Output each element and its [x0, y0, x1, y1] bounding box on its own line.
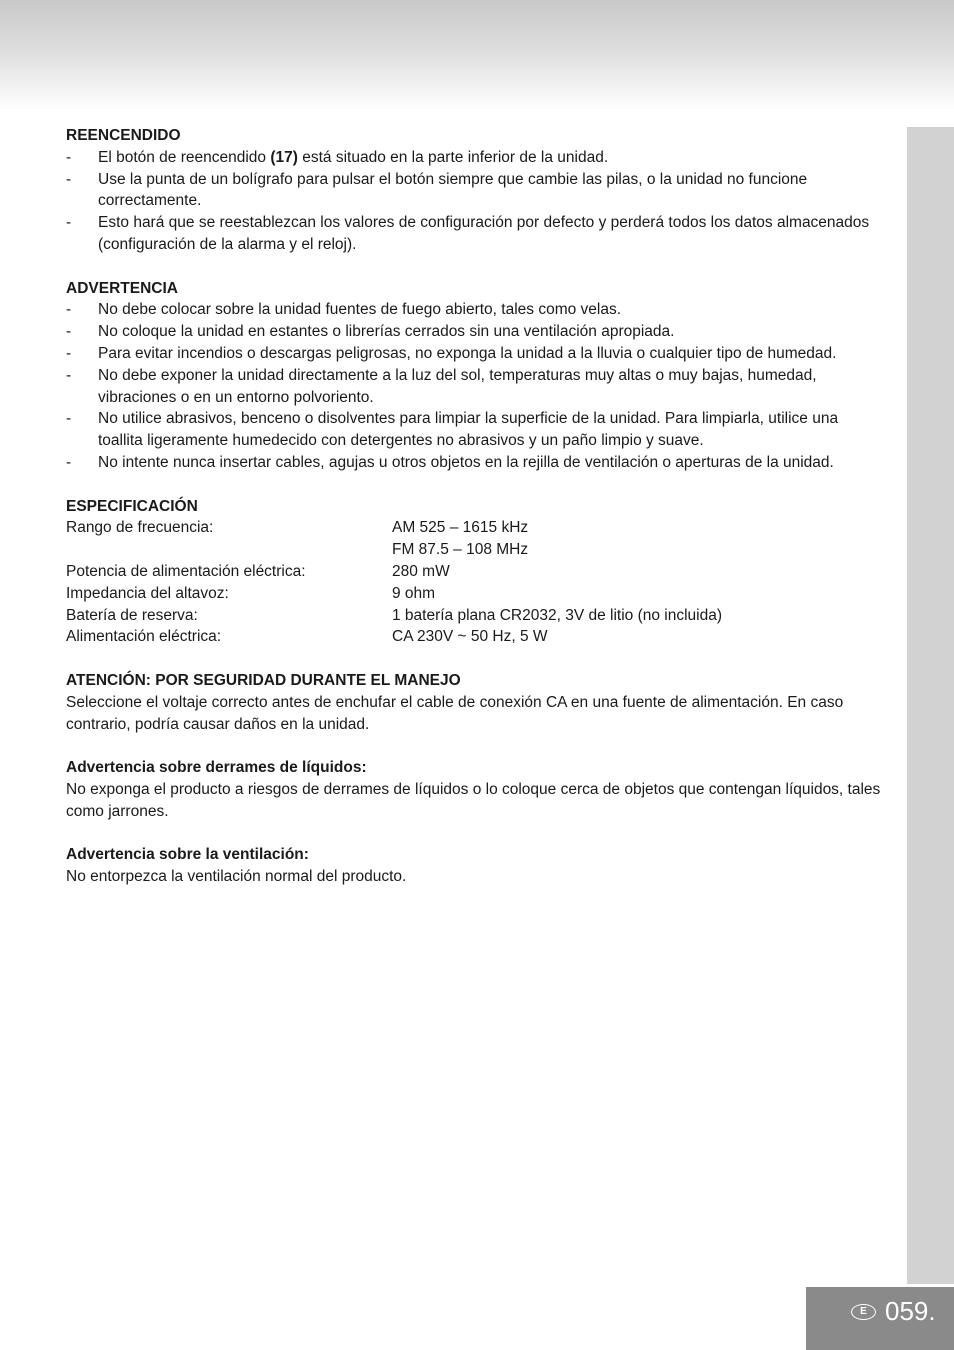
- spec-value: 9 ohm: [392, 584, 436, 602]
- section-paragraph: Seleccione el voltaje correcto antes de enchufar el cable de conexión CA en una fuente de alimentación. En caso contrario, podría causar daños en la unidad.: [66, 693, 844, 733]
- section-heading: Advertencia sobre derrames de líquidos:: [66, 759, 367, 777]
- list-item: - Para evitar incendios o descargas peligrosas, no exponga la unidad a la lluvia o cualquier tipo de humedad.: [66, 343, 886, 365]
- part-reference: (17): [270, 148, 298, 166]
- section-heading: REENCENDIDO: [66, 127, 181, 144]
- spec-label: Impedancia del altavoz:: [66, 584, 229, 602]
- list-item: - Use la punta de un bolígrafo para pulsar el botón siempre que cambie las pilas, o la unidad no funcione correctamente.: [66, 169, 886, 213]
- section-heading: ATENCIÓN: POR SEGURIDAD DURANTE EL MANEJO: [66, 671, 461, 689]
- bullet-list: [66, 299, 886, 473]
- list-item-text: está situado en la parte inferior de la unidad.: [297, 148, 609, 166]
- section-derrames: [66, 757, 886, 822]
- section-heading: ADVERTENCIA: [66, 279, 178, 297]
- section-heading: ESPECIFICACIÓN: [66, 497, 198, 515]
- section-ventilacion: [66, 844, 886, 888]
- spec-row: [66, 561, 886, 583]
- spec-label: Batería de reserva:: [66, 606, 198, 624]
- spec-value: FM 87.5 – 108 MHz: [392, 541, 529, 559]
- list-item: [66, 147, 886, 169]
- spec-row: [66, 626, 886, 648]
- spec-row: [66, 583, 886, 605]
- spec-label: Potencia de alimentación eléctrica:: [66, 562, 306, 580]
- spec-row: [66, 605, 886, 627]
- side-tab-strip: [907, 127, 954, 1284]
- spec-label: [66, 539, 392, 561]
- header-gradient-band: [0, 0, 954, 112]
- section-especificacion: [66, 496, 886, 649]
- section-reencendido: [66, 125, 886, 256]
- spec-value: AM 525 – 1615 kHz: [392, 519, 529, 537]
- section-heading: Advertencia sobre la ventilación:: [66, 846, 309, 864]
- spec-row: [66, 517, 886, 539]
- spec-value: 280 mW: [392, 562, 450, 580]
- spec-value: CA 230V ~ 50 Hz, 5 W: [392, 628, 548, 646]
- section-paragraph: No exponga el producto a riesgos de derrames de líquidos o lo coloque cerca de objetos que contengan líquidos, tales como jarrones.: [66, 780, 881, 820]
- section-paragraph: No entorpezca la ventilación normal del producto.: [66, 868, 407, 886]
- list-item: - No coloque la unidad en estantes o librerías cerrados sin una ventilación apropiada.: [66, 321, 886, 343]
- bullet-list: [66, 147, 886, 256]
- spec-label: Rango de frecuencia:: [66, 519, 214, 537]
- spec-row: [66, 539, 886, 561]
- spec-label: Alimentación eléctrica:: [66, 628, 222, 646]
- list-item-text: El botón de reencendido: [98, 148, 271, 166]
- page-number: 059.: [885, 1296, 936, 1326]
- spec-value: 1 batería plana CR2032, 3V de litio (no incluida): [392, 606, 723, 624]
- list-item: - No debe exponer la unidad directamente a la luz del sol, temperaturas muy altas o muy bajas, humedad, vibraciones o en un entorno polvoriento.: [66, 365, 886, 409]
- list-item: - Esto hará que se reestablezcan los valores de configuración por defecto y perderá todos los datos almacenados (configuración de la alarma y el reloj).: [66, 212, 886, 256]
- language-badge-icon: E: [851, 1304, 876, 1320]
- section-advertencia: [66, 278, 886, 474]
- section-atencion: [66, 670, 886, 735]
- list-item: - No debe colocar sobre la unidad fuentes de fuego abierto, tales como velas.: [66, 299, 886, 321]
- page-content: [66, 125, 886, 910]
- list-item: - No intente nunca insertar cables, agujas u otros objetos en la rejilla de ventilación o aperturas de la unidad.: [66, 452, 886, 474]
- list-item: - No utilice abrasivos, benceno o disolventes para limpiar la superficie de la unidad. Para limpiarla, utilice una toallita ligeramente humedecido con detergentes no abrasivos y un paño limpio y suave.: [66, 408, 886, 452]
